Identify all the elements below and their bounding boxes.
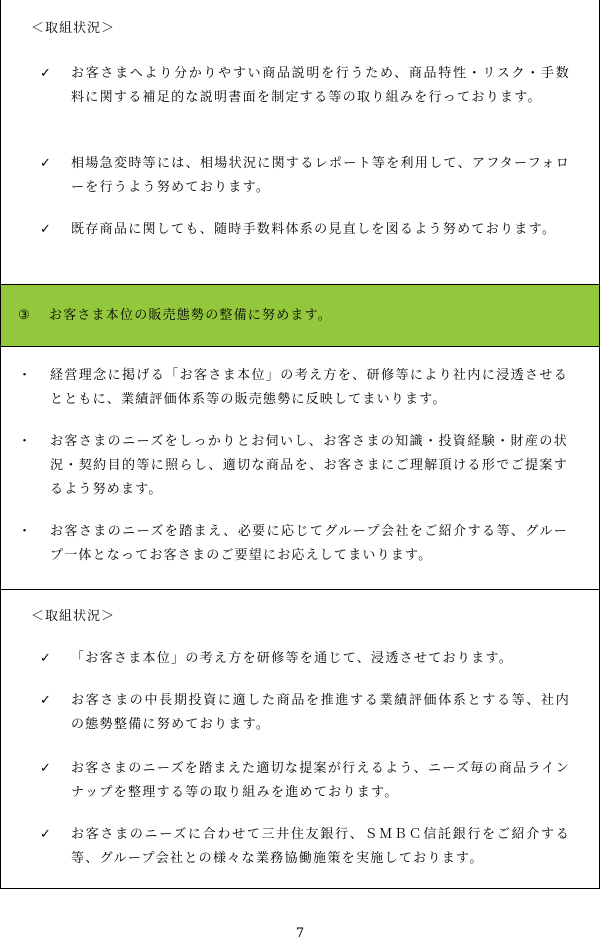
status-item-text: 相場急変時等には、相場状況に関するレポート等を利用して、アフターフォローを行うよう努めております。	[71, 156, 570, 195]
status-label: ＜取組状況＞	[31, 21, 116, 36]
status-item	[40, 152, 570, 200]
check-icon: ✓	[40, 222, 51, 237]
check-icon: ✓	[40, 827, 51, 842]
status-item	[40, 62, 570, 110]
heading-text: お客さま本位の販売態勢の整備に努めます。	[49, 307, 332, 323]
check-icon: ✓	[40, 651, 51, 666]
check-icon: ✓	[40, 693, 51, 708]
policy-item	[18, 520, 568, 568]
status-item	[40, 689, 570, 737]
policy-section	[1, 346, 599, 589]
policy-item	[18, 364, 568, 412]
status-item-text: お客さまのニーズを踏まえた適切な提案が行えるよう、ニーズ毎の商品ラインナップを整理する等の取り組みを進めております。	[71, 761, 570, 800]
policy-item-text: 経営理念に掲げる「お客さま本位」の考え方を、研修等により社内に浸透させるとともに、業績評価体系等の販売態勢に反映してまいります。	[50, 368, 568, 407]
status-item	[40, 757, 570, 805]
status-label: ＜取組状況＞	[31, 609, 116, 624]
status-section-1	[1, 0, 599, 284]
policy-item-text: お客さまのニーズをしっかりとお伺いし、お客さまの知識・投資経験・財産の状況・契約目的等に照らし、適切な商品を、お客さまにご理解頂ける形でご提案するよう努めます。	[50, 434, 568, 497]
policy-heading	[1, 284, 599, 346]
status-item	[40, 823, 570, 871]
bullet-icon: ・	[18, 524, 32, 539]
status-item-text: 既存商品に関しても、随時手数料体系の見直しを図るよう努めております。	[71, 222, 557, 237]
status-item-text: お客さまのニーズに合わせて三井住友銀行、ＳＭＢＣ信託銀行をご紹介する等、グループ会社との様々な業務協働施策を実施しております。	[71, 827, 570, 866]
heading-number: ③	[18, 307, 30, 323]
status-item-text: 「お客さま本位」の考え方を研修等を通じて、浸透させております。	[71, 651, 514, 666]
status-item-text: お客さまの中長期投資に適した商品を推進する業績評価体系とする等、社内の態勢整備に努めております。	[71, 693, 570, 732]
page-number: 7	[295, 926, 305, 941]
status-item-text: お客さまへより分かりやすい商品説明を行うため、商品特性・リスク・手数料に関する補足的な説明書面を制定する等の取り組みを行っております。	[71, 66, 570, 105]
bullet-icon: ・	[18, 434, 32, 449]
status-item	[40, 647, 570, 671]
check-icon: ✓	[40, 761, 51, 776]
check-icon: ✓	[40, 156, 51, 171]
status-item	[40, 218, 570, 242]
policy-item	[18, 430, 568, 502]
status-section-2	[1, 589, 599, 888]
check-icon: ✓	[40, 66, 51, 81]
bullet-icon: ・	[18, 368, 32, 383]
policy-item-text: お客さまのニーズを踏まえ、必要に応じてグループ会社をご紹介する等、グループ一体となってお客さまのご要望にお応えしてまいります。	[50, 524, 568, 563]
